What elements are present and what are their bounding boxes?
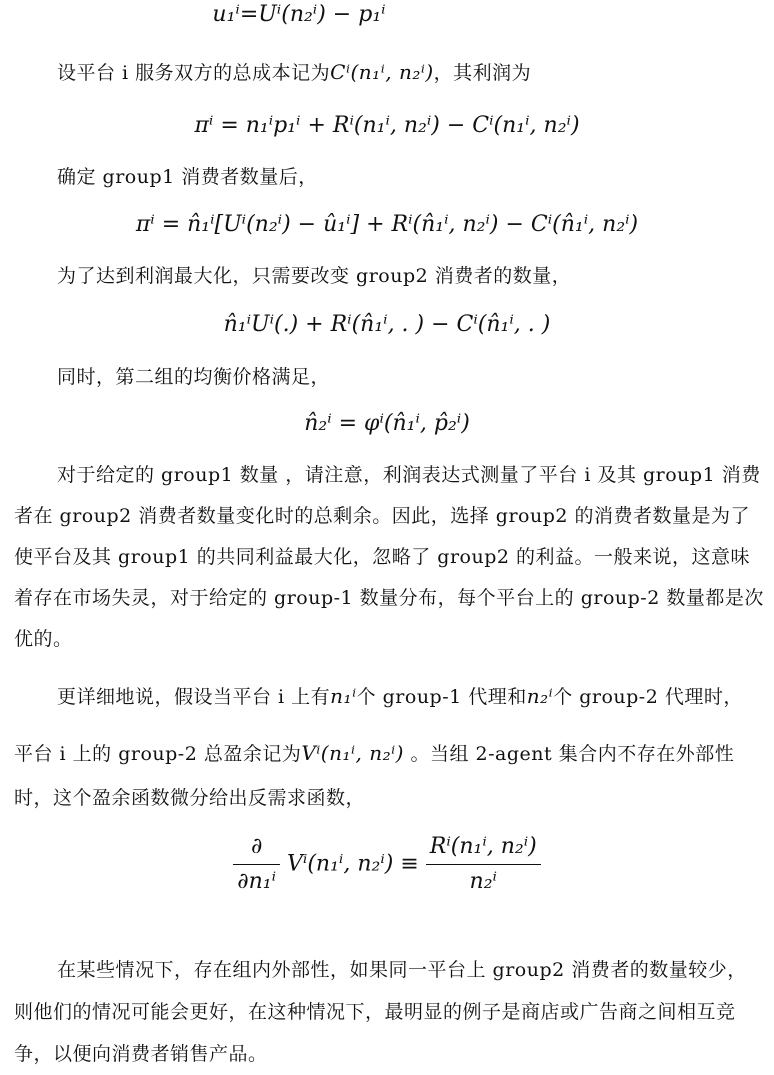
paragraph-agents: [14, 676, 766, 718]
partial-denominator: ∂n₁ⁱ: [237, 869, 277, 894]
cost-function-math: Cⁱ(n₁ⁱ, n₂ⁱ): [330, 60, 434, 84]
paragraph-total-cost-tail: ，其利润为: [433, 62, 532, 84]
paragraph-market-failure: 对于给定的 group1 数量 ，请注意，利润表达式测量了平台 i 及其 group1 消费者在 group2 消费者数量变化时的总剩余。因此，选择 group2 的消费者数量是为了使平台及其 group1 的共同利益最大化，忽略了 group2 的利益。一般来说，这意味着存在市场失灵，对于给定的 group-1 数量分布，每个平台上的 group-2 数量都是次优的。: [14, 464, 764, 650]
equation-profit-hat: πⁱ = n̂₁ⁱ[Uⁱ(n₂ⁱ) − û₁ⁱ] + Rⁱ(n̂₁ⁱ, n₂ⁱ) − Cⁱ(n̂₁ⁱ, n₂ⁱ): [135, 212, 639, 237]
paragraph-maximize-profit: 为了达到利润最大化，只需要改变 group2 消费者的数量，: [57, 265, 572, 287]
paragraph-equilibrium-price: 同时，第二组的均衡价格满足，: [57, 366, 331, 388]
equation-objective: n̂₁ⁱUⁱ(.) + Rⁱ(n̂₁ⁱ, . ) − Cⁱ(n̂₁ⁱ, . ): [223, 312, 551, 337]
paragraph-agents-text-c: 个 group-2 代理时，: [553, 686, 743, 708]
paragraph-surplus-text-a: 平台 i 上的 group-2 总盈余记为: [14, 743, 302, 765]
paragraph-surplus: [14, 731, 766, 820]
paragraph-agents-text-a: 更详细地说，假设当平台 i 上有: [57, 686, 331, 708]
revenue-fraction: [426, 832, 541, 897]
paragraph-intra-group-externality: 在某些情况下，存在组内外部性，如果同一平台上 group2 消费者的数量较少，则他们的情况可能会更好，在这种情况下，最明显的例子是商店或广告商之间相互竞争，以便向消费者销售产品。: [14, 959, 747, 1065]
surplus-function-math: Vⁱ(n₁ⁱ, n₂ⁱ): [301, 741, 404, 765]
equation-equilibrium: n̂₂ⁱ = φⁱ(n̂₁ⁱ, p̂₂ⁱ): [304, 411, 470, 436]
n1-math: n₁ⁱ: [330, 684, 357, 708]
equation-inverse-demand: [0, 832, 774, 897]
revenue-denominator: n₂ⁱ: [469, 869, 497, 894]
paragraph-total-cost: [14, 52, 766, 94]
surplus-term: Vⁱ(n₁ⁱ, n₂ⁱ) ≡: [287, 851, 419, 877]
paragraph-group1-fixed: 确定 group1 消费者数量后，: [57, 166, 318, 188]
equation-profit: πⁱ = n₁ⁱp₁ⁱ + Rⁱ(n₁ⁱ, n₂ⁱ) − Cⁱ(n₁ⁱ, n₂ⁱ): [194, 113, 580, 138]
paragraph-agents-text-b: 个 group-1 代理和: [356, 686, 527, 708]
paragraph-surplus-text-b: 。当组 2-agent 集合内不存在外部性时，这个盈余函数微分给出反需求函数，: [14, 743, 735, 809]
revenue-numerator: Rⁱ(n₁ⁱ, n₂ⁱ): [426, 832, 541, 865]
partial-numerator: ∂: [233, 832, 280, 865]
paragraph-total-cost-text: 设平台 i 服务双方的总成本记为: [57, 62, 331, 84]
equation-utility: u₁ⁱ=Uⁱ(n₂ⁱ) − p₁ⁱ: [212, 2, 386, 27]
n2-math: n₂ⁱ: [526, 684, 554, 708]
partial-derivative-fraction: [233, 832, 280, 897]
